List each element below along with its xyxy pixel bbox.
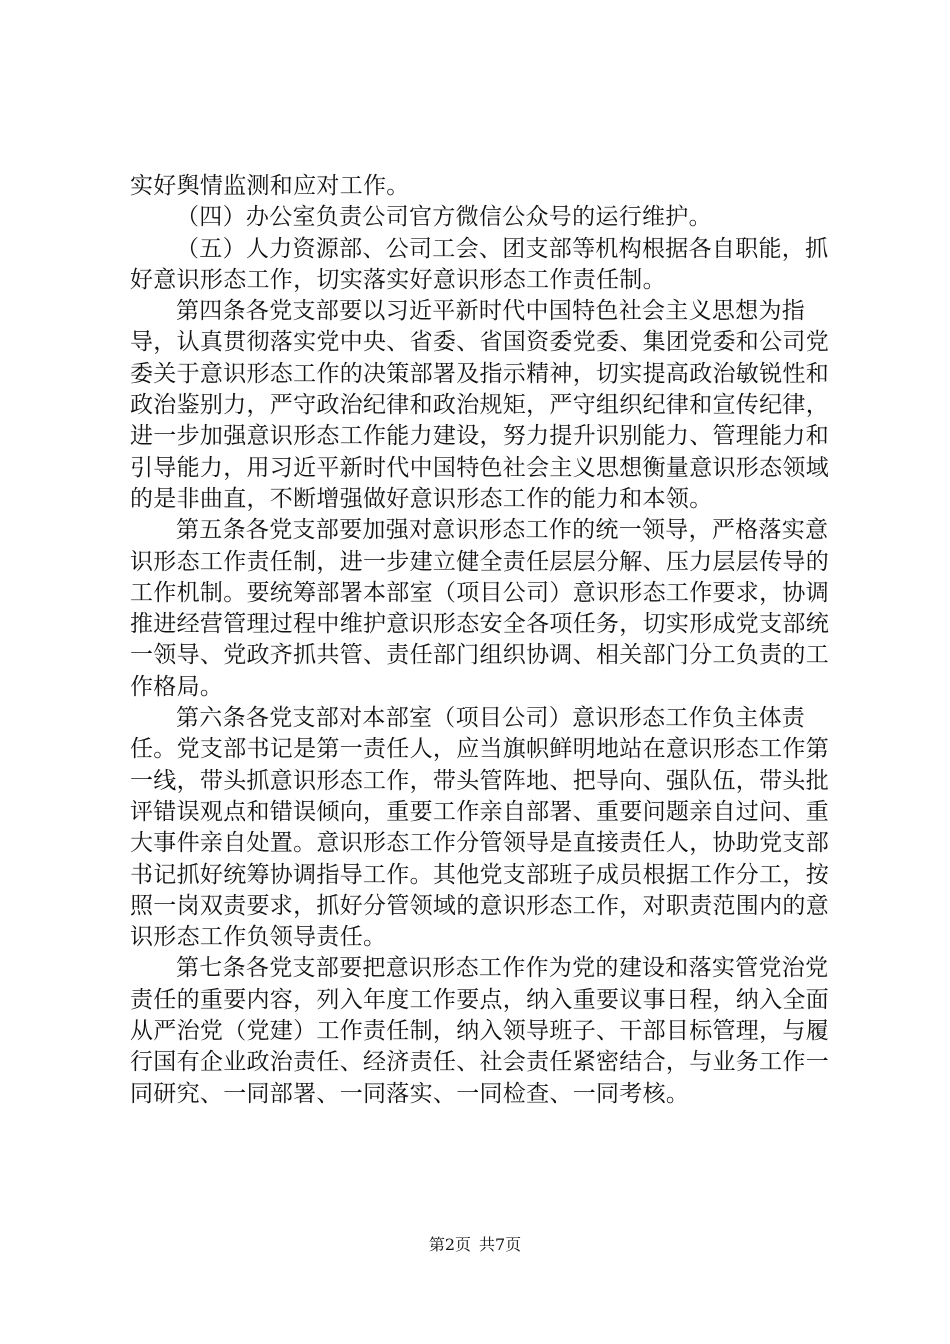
paragraph-article-7: 第七条各党支部要把意识形态工作作为党的建设和落实管党治党责任的重要内容，列入年度工作要点，纳入重要议事日程，纳入全面从严治党（党建）工作责任制，纳入领导班子、干部目标管理，与履行国有企业政治责任、经济责任、社会责任紧密结合，与业务工作一同研究、一同部署、一同落实、一同检查、一同考核。 (130, 955, 829, 1107)
page-number-current: 第2页 (428, 1235, 471, 1254)
paragraph-article-6: 第六条各党支部对本部室（项目公司）意识形态工作负主体责任。党支部书记是第一责任人，应当旗帜鲜明地站在意识形态工作第一线，带头抓意识形态工作，带头管阵地、把导向、强队伍，带头批评错误观点和错误倾向，重要工作亲自部署、重要问题亲自过问、重大事件亲自处置。意识形态工作分管领导是直接责任人，协助党支部书记抓好统筹协调指导工作。其他党支部班子成员根据工作分工，按照一岗双责要求，抓好分管领域的意识形态工作，对职责范围内的意识形态工作负领导责任。 (130, 705, 829, 951)
paragraph-article-5: 第五条各党支部要加强对意识形态工作的统一领导，严格落实意识形态工作责任制，进一步建立健全责任层层分解、压力层层传导的工作机制。要统筹部署本部室（项目公司）意识形态工作要求，协调推进经营管理过程中维护意识形态安全各项任务，切实形成党支部统一领导、党政齐抓共管、责任部门组织协调、相关部门分工负责的工作格局。 (130, 517, 829, 700)
document-body (130, 171, 830, 1110)
page-footer (0, 1235, 950, 1255)
page-number-total: 共7页 (479, 1235, 522, 1254)
paragraph-item-5: （五）人力资源部、公司工会、团支部等机构根据各自职能，抓好意识形态工作，切实落实好意识形态工作责任制。 (130, 235, 829, 293)
paragraph-item-4: （四）办公室负责公司官方微信公众号的运行维护。 (176, 204, 712, 231)
paragraph-continuation: 实好舆情监测和应对工作。 (130, 173, 410, 199)
paragraph-article-4: 第四条各党支部要以习近平新时代中国特色社会主义思想为指导，认真贯彻落实党中央、省委、省国资委党委、集团党委和公司党委关于意识形态工作的决策部署及指示精神，切实提高政治敏锐性和政治鉴别力，严守政治纪律和政治规矩，严守组织纪律和宣传纪律，进一步加强意识形态工作能力建设，努力提升识别能力、管理能力和引导能力，用习近平新时代中国特色社会主义思想衡量意识形态领域的是非曲直，不断增强做好意识形态工作的能力和本领。 (130, 298, 829, 512)
